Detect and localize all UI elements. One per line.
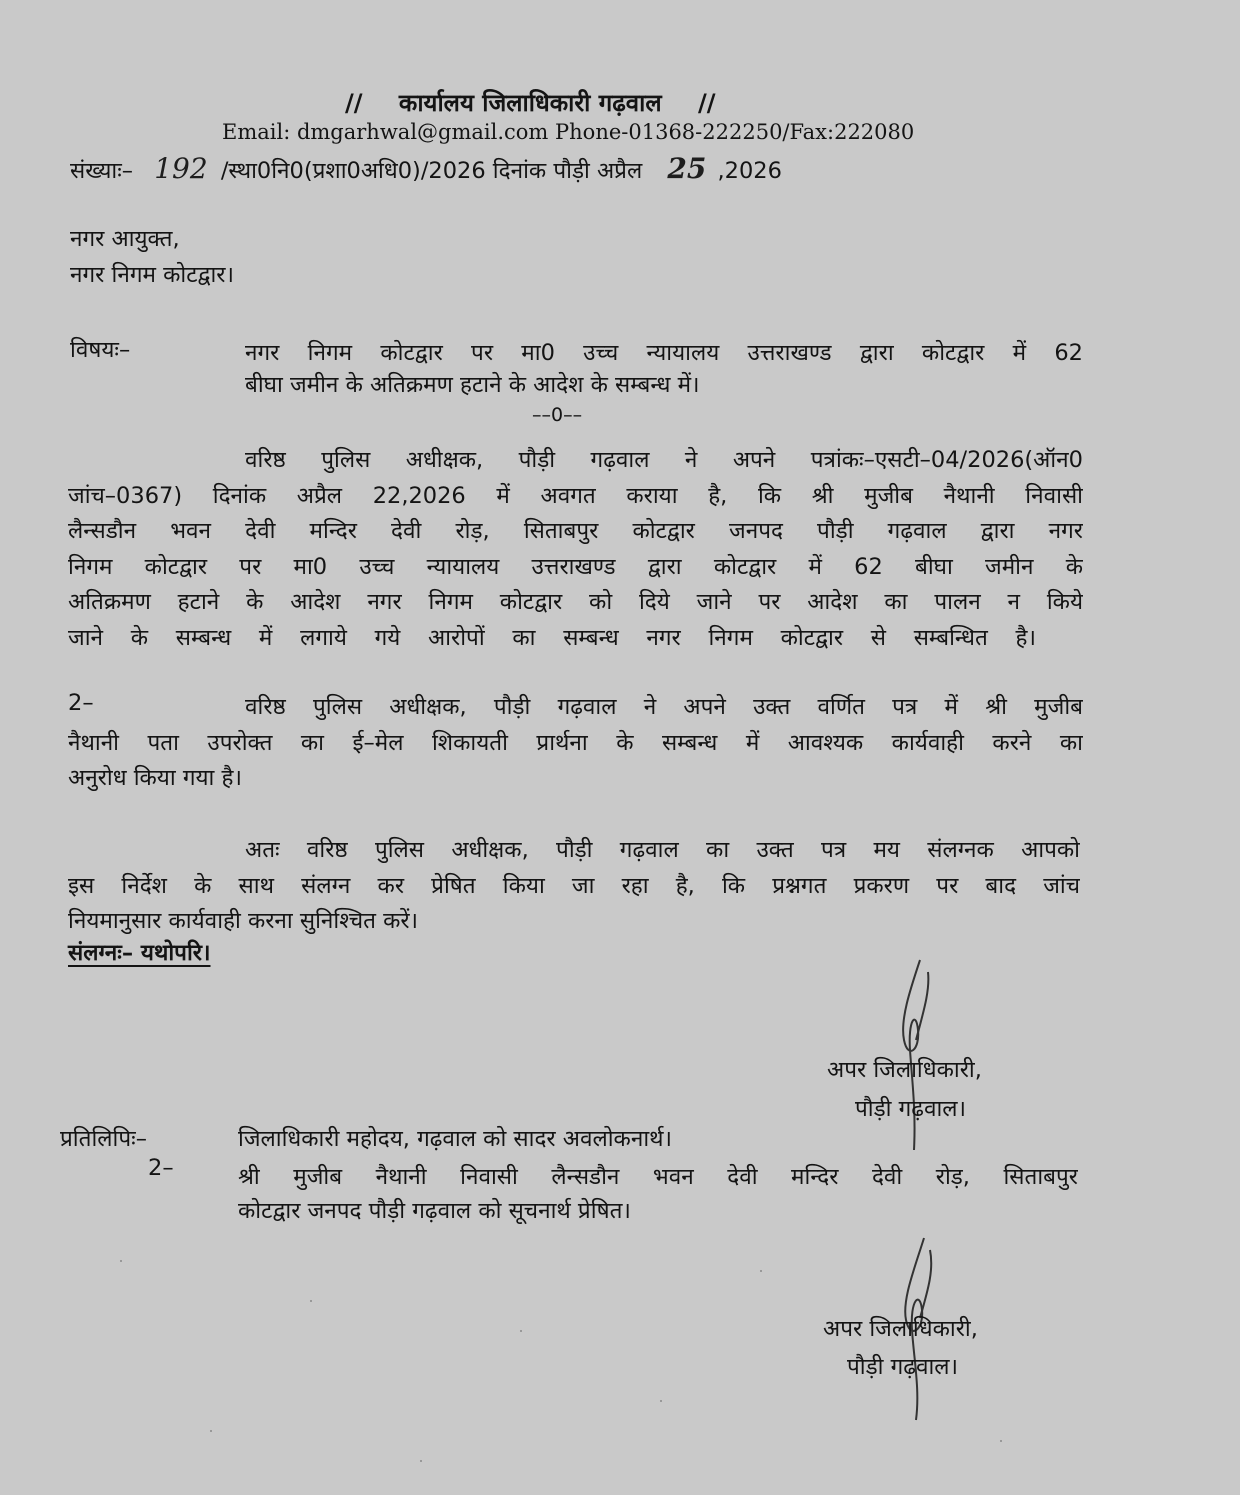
paragraph3-line-2: इस निर्देश के साथ संलग्न कर प्रेषित किया जा रहा है, कि प्रश्नगत प्रकरण पर बाद जांच xyxy=(68,873,1080,899)
paragraph1-line-1: वरिष्ठ पुलिस अधीक्षक, पौड़ी गढ़वाल ने अपने पत्रांकः–एसटी–04/2026(ऑन0 xyxy=(245,447,1083,473)
contact-line: Email: dmgarhwal@gmail.com Phone-01368-222250/Fax:222080 xyxy=(222,120,915,144)
paragraph2-line-2: नैथानी पता उपरोक्त का ई–मेल शिकायती प्रार्थना के सम्बन्ध में आवश्यक कार्यवाही करने का xyxy=(68,730,1083,756)
addressee-line-1: नगर आयुक्त, xyxy=(70,226,180,252)
addressee-line-2: नगर निगम कोटद्वार। xyxy=(70,262,235,288)
handwritten-date-day: 25 xyxy=(667,152,707,185)
copy-item-2-line-2: कोटद्वार जनपद पौड़ी गढ़वाल को सूचनार्थ प्रेषित। xyxy=(238,1198,631,1224)
paragraph1-line-6: जाने के सम्बन्ध में लगाये गये आरोपों का सम्बन्ध नगर निगम कोटद्वार से सम्बन्धित है। xyxy=(68,625,1036,651)
subject-line-1: नगर निगम कोटद्वार पर मा0 उच्च न्यायालय उत्तराखण्ड द्वारा कोटद्वार में 62 xyxy=(245,340,1083,366)
reference-label: संख्याः– xyxy=(70,158,134,184)
subject-label: विषयः– xyxy=(70,337,131,363)
paragraph1-line-2: जांच–0367) दिनांक अप्रैल 22,2026 में अवगत कराया है, कि श्री मुजीब नैथानी निवासी xyxy=(68,483,1083,509)
signature2-designation: अपर जिलाधिकारी, xyxy=(823,1316,978,1342)
header-slash-left: // xyxy=(345,89,363,117)
paragraph1-line-4: निगम कोटद्वार पर मा0 उच्च न्यायालय उत्तराखण्ड द्वारा कोटद्वार में 62 बीघा जमीन के xyxy=(68,554,1083,580)
scan-speck xyxy=(310,1300,312,1302)
paragraph2-line-3: अनुरोध किया गया है। xyxy=(68,765,243,791)
paragraph3-line-1: अतः वरिष्ठ पुलिस अधीक्षक, पौड़ी गढ़वाल का उक्त पत्र मय संलग्नक आपको xyxy=(245,837,1080,863)
paragraph3-line-3: नियमानुसार कार्यवाही करना सुनिश्चित करें। xyxy=(68,908,419,934)
signature2-place: पौड़ी गढ़वाल। xyxy=(847,1354,959,1380)
copy-item-2-line-1: श्री मुजीब नैथानी निवासी लैन्सडौन भवन देवी मन्दिर देवी रोड़, सिताबपुर xyxy=(238,1164,1078,1190)
copy-label: प्रतिलिपिः– xyxy=(60,1126,147,1152)
reference-year: ,2026 xyxy=(717,158,782,184)
subject-line-2: बीघा जमीन के अतिक्रमण हटाने के आदेश के सम्बन्ध में। xyxy=(245,372,700,398)
scan-speck xyxy=(660,1400,662,1402)
copy-item-2-number: 2– xyxy=(148,1155,174,1181)
paragraph2-number: 2– xyxy=(68,690,94,716)
scan-speck xyxy=(1000,1440,1002,1442)
signature1-designation: अपर जिलाधिकारी, xyxy=(827,1057,982,1083)
scan-speck xyxy=(420,1460,422,1462)
reference-code: /स्था0नि0(प्रशा0अधि0)/2026 दिनांक पौड़ी अप्रैल xyxy=(220,158,643,184)
paragraph1-line-5: अतिक्रमण हटाने के आदेश नगर निगम कोटद्वार को दिये जाने पर आदेश का पालन न किये xyxy=(68,589,1083,615)
scan-speck xyxy=(760,1270,762,1272)
office-header xyxy=(345,86,716,119)
paragraph2-line-1: वरिष्ठ पुलिस अधीक्षक, पौड़ी गढ़वाल ने अपने उक्त वर्णित पत्र में श्री मुजीब xyxy=(245,694,1083,720)
paragraph1-line-3: लैन्सडौन भवन देवी मन्दिर देवी रोड़, सिताबपुर कोटद्वार जनपद पौड़ी गढ़वाल द्वारा नगर xyxy=(68,518,1083,544)
reference-line xyxy=(70,152,782,185)
office-title: कार्यालय जिलाधिकारी गढ़वाल xyxy=(398,89,662,117)
subject-separator: ––0–– xyxy=(532,404,583,426)
header-slash-right: // xyxy=(697,89,716,117)
signature1-place: पौड़ी गढ़वाल। xyxy=(855,1096,967,1122)
scan-speck xyxy=(520,1330,522,1332)
enclosure-note: संलग्नः– यथोपरि। xyxy=(68,940,211,966)
scan-speck xyxy=(120,1260,122,1262)
copy-item-1: जिलाधिकारी महोदय, गढ़वाल को सादर अवलोकनार्थ। xyxy=(238,1126,673,1152)
handwritten-letter-number: 192 xyxy=(154,152,208,185)
scan-speck xyxy=(210,1430,212,1432)
